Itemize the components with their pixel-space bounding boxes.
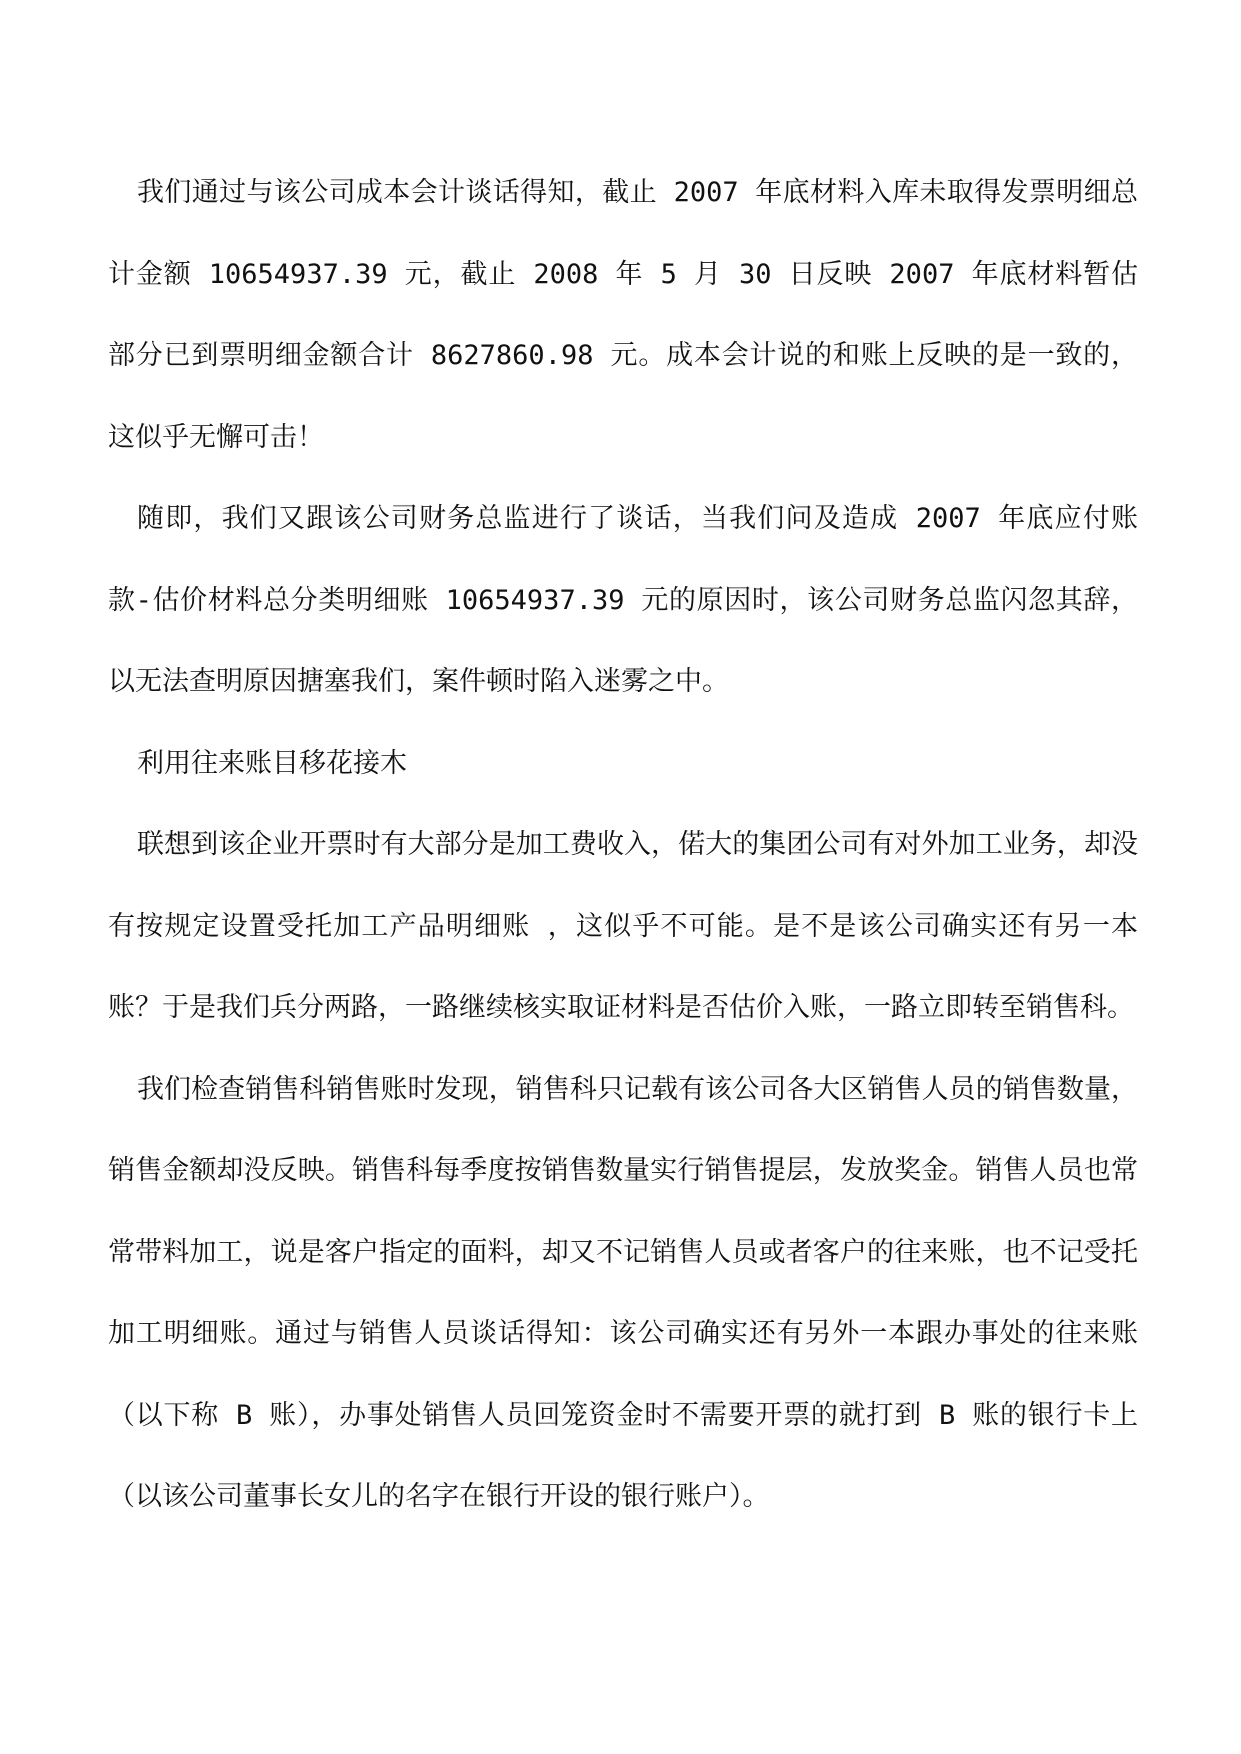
paragraph-4: 我们检查销售科销售账时发现，销售科只记载有该公司各大区销售人员的销售数量，销售金额却没反映。销售科每季度按销售数量实行销售提层，发放奖金。销售人员也常常带料加工，说是客户指定的面料，却又不记销售人员或者客户的往来账，也不记受托加工明细账。通过与销售人员谈话得知：该公司确实还有另外一本跟办事处的往来账（以下称 B 账），办事处销售人员回笼资金时不需要开票的就打到 B 账的银行卡上（以该公司董事长女儿的名字在银行开设的银行账户）。 xyxy=(108,1073,1138,1512)
paragraph-3: 联想到该企业开票时有大部分是加工费收入，偌大的集团公司有对外加工业务，却没有按规定设置受托加工产品明细账 ，这似乎不可能。是不是该公司确实还有另一本账？于是我们兵分两路，一路继续核实取证材料是否估价入账，一路立即转至销售科。 xyxy=(108,829,1138,1023)
document-page xyxy=(108,152,1138,1538)
paragraph-2: 随即，我们又跟该公司财务总监进行了谈话，当我们问及造成 2007 年底应付账款-估价材料总分类明细账 10654937.39 元的原因时，该公司财务总监闪忽其辞，以无法查明原因搪塞我们，案件顿时陷入迷雾之中。 xyxy=(108,503,1138,697)
section-heading: 利用往来账目移花接木 xyxy=(137,747,407,779)
paragraph-1: 我们通过与该公司成本会计谈话得知，截止 2007 年底材料入库未取得发票明细总计金额 10654937.39 元，截止 2008 年 5 月 30 日反映 2007 年底材料暂估部分已到票明细金额合计 8627860.98 元。成本会计说的和账上反映的是一致的，这似乎无懈可击！ xyxy=(108,177,1138,453)
